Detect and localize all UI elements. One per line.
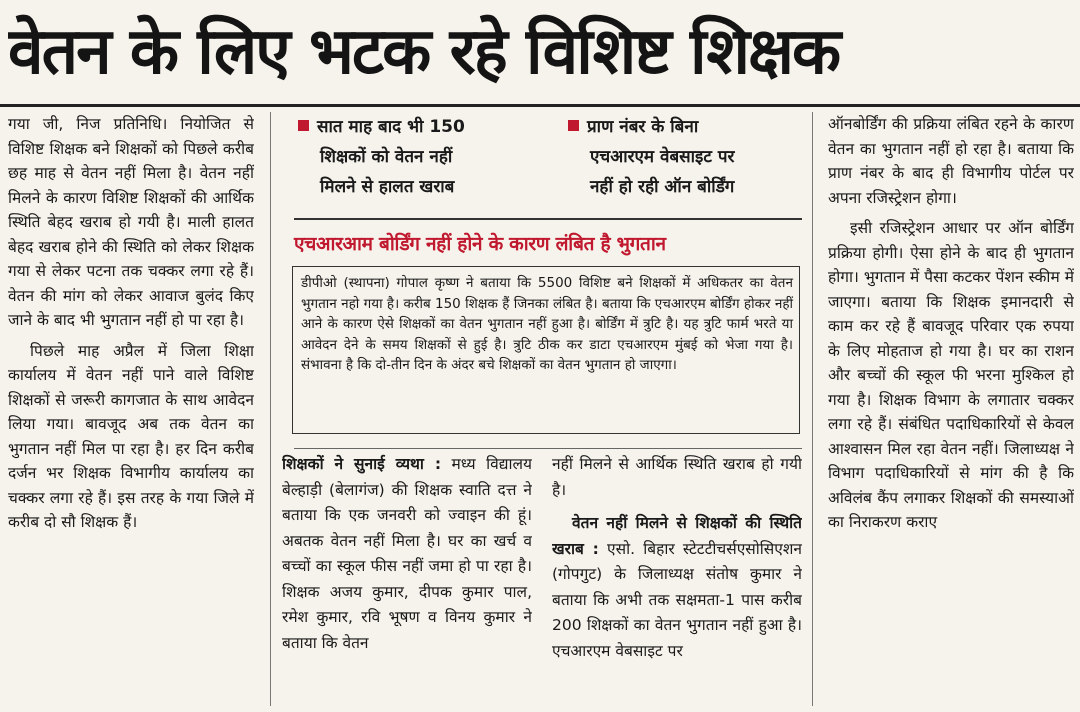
lower-b-continuation: नहीं मिलने से आर्थिक स्थिति खराब हो गयी है। <box>552 455 802 499</box>
headline-rule <box>0 104 1080 107</box>
bullet-square-icon <box>298 120 309 131</box>
column-divider <box>270 112 271 706</box>
left-column <box>8 112 254 708</box>
summary-box: डीपीओ (स्थापना) गोपाल कृष्ण ने बताया कि 5500 विशिष्ट बने शिक्षकों में अधिकतर का वेतन भुगतान नहो गया है। करीब 150 शिक्षक हैं जिनका लंबित है। बताया कि एचआरएम बोर्डिंग होकर नहीं आने के कारण ऐसे शिक्षकों का वेतन भुगतान नहीं हुआ है। बोर्डिंग में त्रुटि है। यह त्रुटि फार्म भरते या आवेदन देने के समय शिक्षकों से हुई है। त्रुटि ठीक कर डाटा एचआरएम मुंबई को भेजा गया है। संभावना है कि दो-तीन दिन के अंदर बचे शिक्षकों का वेतन भुगतान हो जाएगा। <box>292 266 800 434</box>
right-paragraph-1: ऑनबोर्डिंग की प्रक्रिया लंबित रहने के कारण वेतन का भुगतान नहीं हो रहा है। बताया कि प्राण नंबर के बाद ही विभागीय पोर्टल पर अपना रजिस्ट्रेशन होगा। <box>828 115 1074 207</box>
highlight-1-line-3: मिलने से हालत खराब <box>320 177 455 197</box>
highlight-1-line-1: सात माह बाद भी 150 <box>317 117 465 137</box>
right-paragraph-2: इसी रजिस्ट्रेशन आधार पर ऑन बोर्डिंग प्रक्रिया होगी। ऐसा होने के बाद ही भुगतान होगा। भुगतान में पैसा कटकर पेंशन स्कीम में जाएगा। बताया कि शिक्षक इमानदारी से काम कर रहे हैं बावजूद परिवार एक रुपया के लिए मोहताज हो गया है। घर का राशन और बच्चों की स्कूल फी भरना मुश्किल हो गया है। शिक्षक विभाग के लगातार चक्कर लगा रहे हैं। संबंधित पदाधिकारियों से केवल आश्वासन मिल रहा वेतन नहीं। जिलाध्यक्ष ने विभाग पदाधिकारियों से मांग की है कि अविलंब कैंप लगाकर शिक्षकों की समस्याओं का निराकरण कराए <box>828 219 1074 531</box>
highlight-rule <box>294 218 802 220</box>
highlight-2-line-2: एचआरएम वेबसाइट पर <box>590 147 735 167</box>
highlight-box <box>282 112 802 442</box>
right-column <box>828 112 1074 708</box>
highlight-1-line-2: शिक्षकों को वेतन नहीं <box>320 147 453 167</box>
bullet-square-icon <box>568 120 579 131</box>
column-divider <box>812 112 813 706</box>
headline: वेतन के लिए भटक रहे विशिष्ट शिक्षक <box>8 15 840 89</box>
left-paragraph-1: गया जी, निज प्रतिनिधि। नियोजित से विशिष्ट शिक्षक बने शिक्षकों को पिछले करीब छह माह से वेतन नहीं मिला है। वेतन नहीं मिलने के कारण विशिष्ट शिक्षकों की आर्थिक स्थिति बेहद खराब हो गयी है। माली हालत बेहद खराब होने की स्थिति को लेकर शिक्षक गया से लेकर पटना तक चक्कर लगा रहे हैं। वेतन की मांग को लेकर आवाज बुलंद किए जाने के बाद भी भुगतान नहीं हो पा रहा है। <box>8 115 254 329</box>
highlight-2-line-1: प्राण नंबर के बिना <box>587 117 699 137</box>
lower-column-b <box>552 452 802 708</box>
lower-a-lead: शिक्षकों ने सुनाई व्यथा : <box>282 455 442 473</box>
lower-a-text: मध्य विद्यालय बेल्हाड़ी (बेलागंज) की शिक्षक स्वाति दत्त ने बताया कि एक जनवरी को ज्वाइन की हूं। अबतक वेतन नहीं मिला है। घर का खर्च व बच्चों का स्कूल फीस नहीं जमा हो पा रहा है। शिक्षक अजय कुमार, दीपक कुमार पाल, रमेश कुमार, रवि भूषण व विनय कुमार ने बताया कि वेतन <box>282 455 532 652</box>
summary-bottom-rule <box>294 448 802 449</box>
highlight-2-line-3: नहीं हो रही ऑन बोर्डिंग <box>590 177 735 197</box>
highlight-2 <box>568 112 808 202</box>
subheadline: एचआरआम बोर्डिंग नहीं होने के कारण लंबित है भुगतान <box>294 233 666 255</box>
lower-b-paragraph <box>552 511 802 664</box>
lower-a-paragraph <box>282 452 532 656</box>
lower-b-lead: वेतन नहीं मिलने से शिक्षकों की स्थिति खराब : <box>552 514 802 558</box>
lower-column-a <box>282 452 532 708</box>
highlight-1 <box>298 112 538 202</box>
left-paragraph-2: पिछले माह अप्रैल में जिला शिक्षा कार्यालय में वेतन नहीं पाने वाले विशिष्ट शिक्षकों से जरूरी कागजात के साथ आवेदन लिया गया। बावजूद अब तक वेतन का भुगतान नहीं मिल पा रहा है। हर दिन करीब दर्जन भर शिक्षक विभागीय कार्यालय का चक्कर लगा रहे हैं। इस तरह के गया जिले में करीब दो सौ शिक्षक हैं। <box>8 341 254 531</box>
lower-b-text: एसो. बिहार स्टेटटीचर्सएसोसिएशन (गोपगुट) के जिलाध्यक्ष संतोष कुमार ने बताया कि अभी तक सक्षमता-1 पास करीब 200 शिक्षकों का वेतन भुगतान नहीं हुआ है। एचआरएम वेबसाइट पर <box>552 539 802 660</box>
